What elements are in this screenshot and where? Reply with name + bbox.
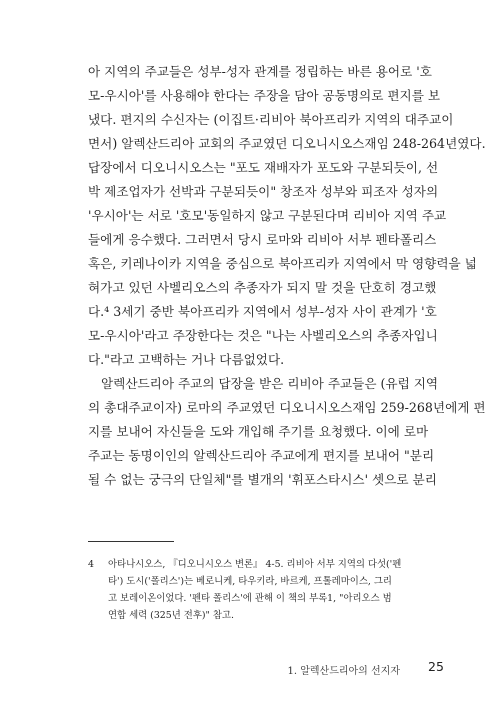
body-line: 모-우시아'라고 주장한다는 것은 "나는 사벨리오스의 추종자입니: [88, 328, 438, 343]
page-number: 25: [428, 659, 444, 674]
footnote-text: 아타나시오스, 『디오니시오스 변론』 4-5. 리비아 서부 지역의 다섯('펜: [108, 559, 402, 570]
body-line: 답장에서 디오니시오스는 "포도 재배자가 포도와 구분되듯이, 선: [88, 160, 439, 175]
footnote-number: 4: [88, 559, 94, 570]
body-line: 알렉산드리아 주교의 답장을 받은 리비아 주교들은 (유럽 지역: [101, 376, 439, 391]
body-line: 주교는 동명이인의 알렉산드리아 주교에게 편지를 보내어 "분리: [88, 448, 435, 463]
footnote-line: [88, 556, 440, 573]
footnote-line: 타') 도시('폴리스')는 베로니케, 타우키라, 바르케, 프톨레마이스, 그리: [108, 576, 392, 587]
body-line: 혀가고 있던 사벨리오스의 추종자가 되지 말 것을 단호히 경고했: [88, 280, 437, 295]
footnote-line: 연합 세력 (325년 전후)" 참고.: [108, 610, 234, 621]
body-line: 다."라고 고백하는 거나 다름없었다.: [88, 352, 285, 367]
body-line: 지를 보내어 자신들을 도와 개입해 주기를 요청했다. 이에 로마: [88, 424, 429, 439]
body-line: 혹은, 키레나이카 지역을 중심으로 북아프리카 지역에서 막 영향력을 넓: [88, 256, 477, 271]
body-line: 아 지역의 주교들은 성부-성자 관계를 정립하는 바른 용어로 '호: [88, 64, 432, 79]
body-line: 냈다. 편지의 수신자는 (이집트·리비아 북아프리카 지역의 대주교이: [88, 112, 454, 127]
body-line: 들에게 응수했다. 그러면서 당시 로마와 리비아 서부 펜타폴리스: [88, 232, 437, 247]
body-line: '우시아'는 서로 '호모'동일하지 않고 구분된다며 리비아 지역 주교: [88, 208, 447, 223]
body-line: 모-우시아'를 사용해야 한다는 주장을 담아 공동명의로 편지를 보: [88, 88, 441, 103]
footnote-line: 고 보레이온이었다. '펜타 폴리스'에 관해 이 책의 부록1, "아리오스 범: [108, 593, 392, 604]
footnote: [88, 556, 440, 624]
body-line: 박 제조업자가 선박과 구분되듯이" 창조자 성부와 피조자 성자의: [88, 184, 439, 199]
body-line: 면서) 알렉산드리아 교회의 주교였던 디오니시오스재임 248-264년였다.: [88, 136, 486, 151]
body-line: 될 수 없는 궁극의 단일체"를 별개의 '휘포스타시스' 셋으로 분리: [88, 472, 437, 487]
body-line: 의 총대주교이자) 로마의 주교였던 디오니시오스재임 259-268년에게 편: [88, 400, 486, 415]
body-text: [88, 60, 486, 492]
footnote-divider: [88, 541, 174, 542]
running-head: 1. 알렉산드리아의 선지자: [287, 666, 400, 677]
body-line: 다.⁴ 3세기 중반 북아프리카 지역에서 성부-성자 사이 관계가 '호: [88, 304, 437, 319]
